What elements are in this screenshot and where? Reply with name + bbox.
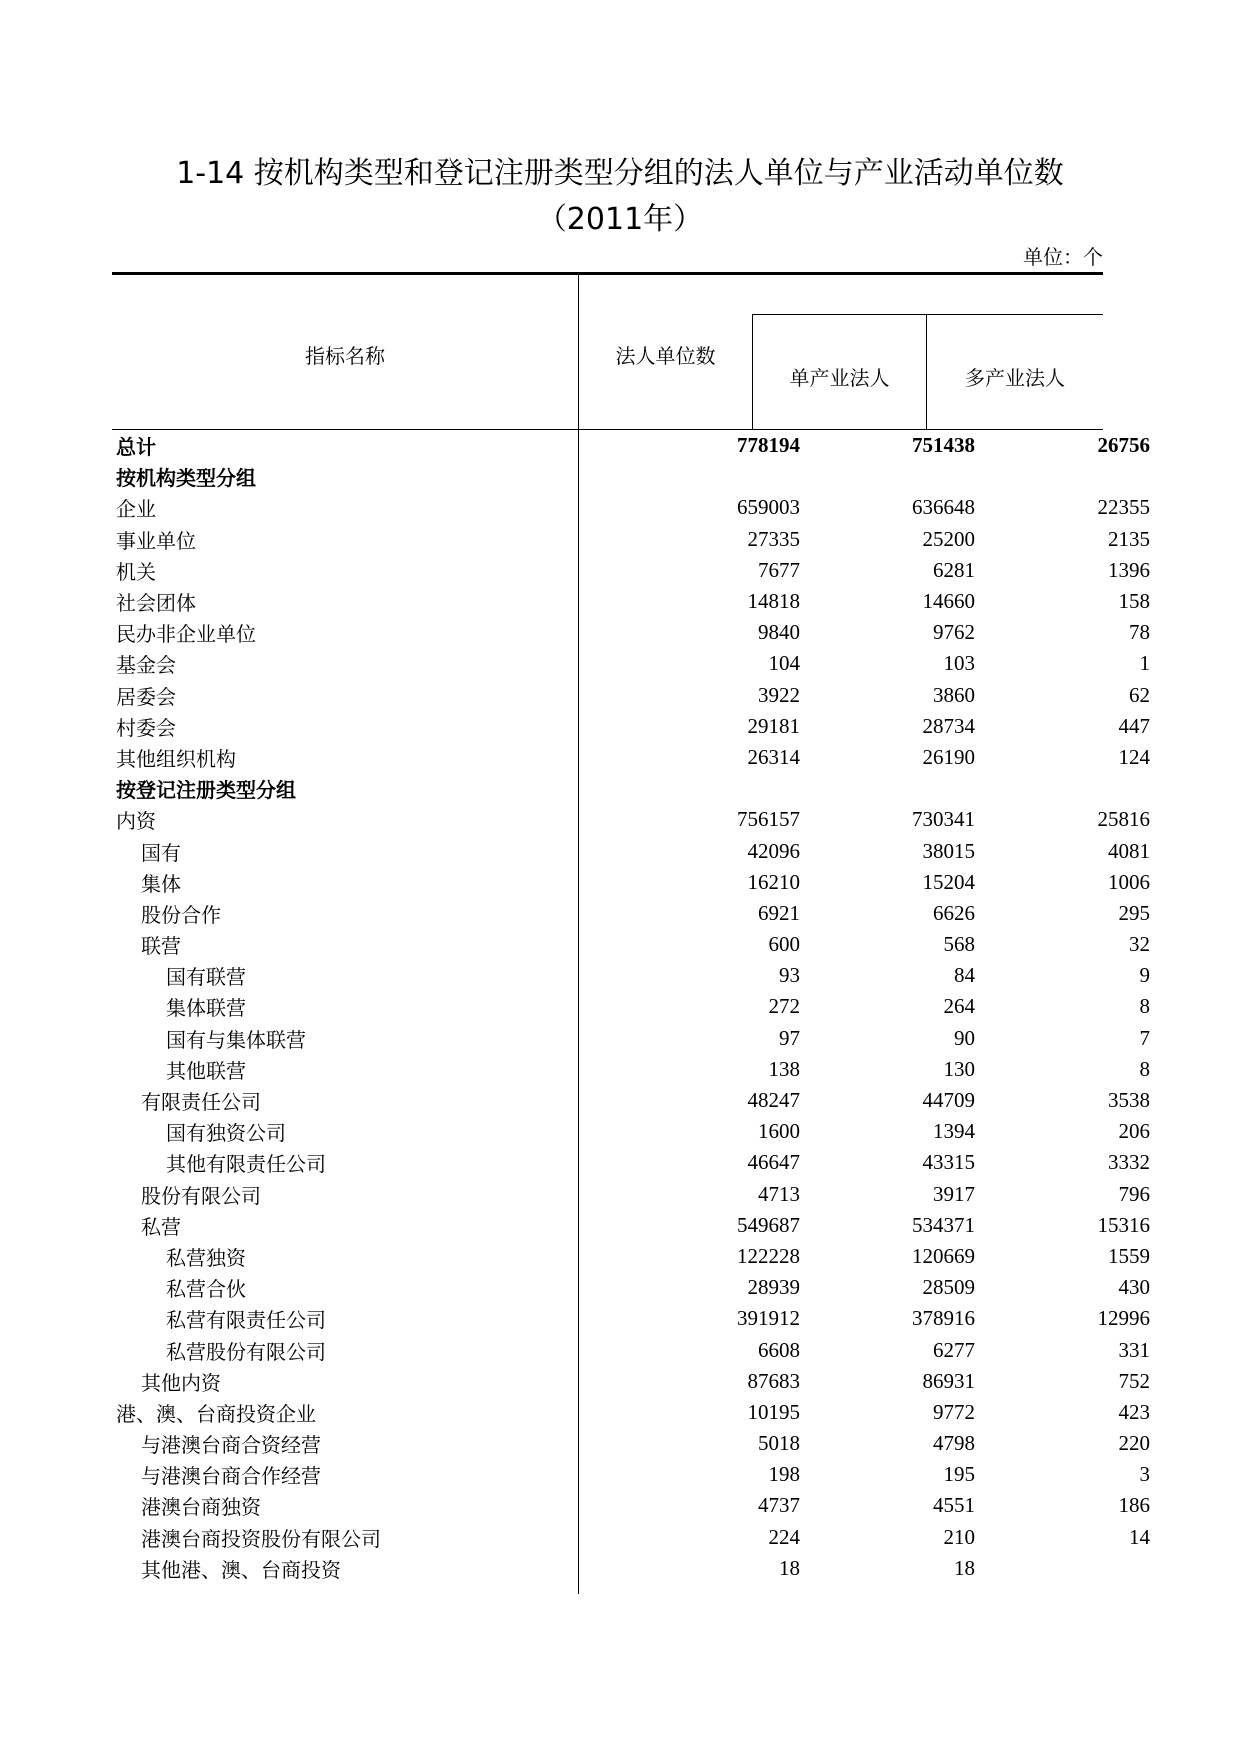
- row-name-cell: 私营: [141, 1214, 181, 1239]
- multi-industry-cell: 62: [1129, 682, 1150, 707]
- legal-units-cell: 46647: [747, 1150, 800, 1175]
- table-row: [112, 524, 1154, 555]
- table-row: [112, 1334, 1154, 1365]
- single-industry-cell: 28509: [922, 1275, 975, 1300]
- header-multi-industry: 多产业法人: [965, 366, 1065, 390]
- single-industry-cell: [804, 461, 979, 492]
- single-industry-cell: 751438: [912, 433, 975, 458]
- multi-industry-cell: 26756: [1097, 433, 1150, 458]
- header-legal-units: 法人单位数: [615, 344, 716, 368]
- table-row: [112, 742, 1154, 773]
- legal-units-cell: 224: [768, 1524, 800, 1549]
- legal-units-cell: 3922: [758, 682, 800, 707]
- row-name-cell: 内资: [116, 809, 156, 834]
- table-row: [112, 492, 1154, 523]
- legal-units-cell: 42096: [747, 838, 800, 863]
- table-row: [112, 461, 1154, 492]
- table-row: [112, 1023, 1154, 1054]
- table-row: [112, 960, 1154, 991]
- table-row: [112, 711, 1154, 742]
- legal-units-cell: [632, 461, 804, 492]
- legal-units-cell: 756157: [737, 807, 800, 832]
- single-industry-cell: 3860: [933, 682, 975, 707]
- multi-industry-cell: 32: [1129, 932, 1150, 957]
- row-name-cell: 国有: [141, 840, 181, 865]
- single-industry-cell: 4798: [933, 1431, 975, 1456]
- table-row: [112, 1366, 1154, 1397]
- row-name-cell: 企业: [116, 497, 156, 522]
- multi-industry-cell: 158: [1118, 589, 1150, 614]
- single-industry-cell: 84: [954, 963, 975, 988]
- legal-units-cell: 122228: [737, 1243, 800, 1268]
- multi-industry-cell: 25816: [1097, 807, 1150, 832]
- multi-industry-cell: 3332: [1108, 1150, 1150, 1175]
- table-row: [112, 555, 1154, 586]
- multi-industry-cell: 430: [1118, 1275, 1150, 1300]
- table-row: [112, 1054, 1154, 1085]
- single-industry-cell: 195: [943, 1462, 975, 1487]
- table-row: [112, 1241, 1154, 1272]
- data-table: [112, 430, 1154, 1584]
- subheader-rule: [752, 314, 1103, 315]
- single-industry-cell: 25200: [922, 526, 975, 551]
- row-name-cell: 有限责任公司: [141, 1090, 261, 1115]
- table-top-rule: [112, 272, 1103, 275]
- legal-units-cell: 138: [768, 1056, 800, 1081]
- single-industry-cell: 378916: [912, 1306, 975, 1331]
- multi-industry-cell: 1559: [1108, 1243, 1150, 1268]
- row-name-cell: 社会团体: [116, 591, 196, 616]
- row-name-cell: 总计: [116, 435, 156, 460]
- row-name-cell: 集体: [141, 871, 181, 896]
- single-industry-cell: 103: [943, 651, 975, 676]
- table-row: [112, 1428, 1154, 1459]
- multi-industry-cell: 78: [1129, 620, 1150, 645]
- table-row: [112, 804, 1154, 835]
- legal-units-cell: 272: [768, 994, 800, 1019]
- multi-industry-cell: [979, 461, 1154, 492]
- multi-industry-cell: 447: [1118, 713, 1150, 738]
- row-name-cell: 居委会: [116, 684, 176, 709]
- multi-industry-cell: 220: [1118, 1431, 1150, 1456]
- single-industry-cell: 636648: [912, 495, 975, 520]
- legal-units-cell: 48247: [747, 1088, 800, 1113]
- legal-units-cell: 391912: [737, 1306, 800, 1331]
- multi-industry-cell: 12996: [1097, 1306, 1150, 1331]
- row-name-cell: 私营有限责任公司: [166, 1308, 326, 1333]
- row-name-cell: 港澳台商独资: [141, 1495, 261, 1520]
- legal-units-cell: 14818: [747, 589, 800, 614]
- row-name-cell: 私营独资: [166, 1245, 246, 1270]
- table-row: [112, 617, 1154, 648]
- row-name-cell: 私营合伙: [166, 1277, 246, 1302]
- row-name-cell: 国有联营: [166, 965, 246, 990]
- single-industry-cell: 534371: [912, 1212, 975, 1237]
- row-name-cell: 按机构类型分组: [116, 466, 256, 491]
- legal-units-cell: 659003: [737, 495, 800, 520]
- table-row: [112, 430, 1154, 461]
- row-name-cell: 按登记注册类型分组: [116, 778, 296, 803]
- legal-units-cell: 4737: [758, 1493, 800, 1518]
- multi-industry-cell: 14: [1129, 1524, 1150, 1549]
- legal-units-cell: 18: [779, 1555, 800, 1580]
- single-industry-cell: 568: [943, 932, 975, 957]
- legal-units-cell: 29181: [747, 713, 800, 738]
- row-name-cell: 集体联营: [166, 996, 246, 1021]
- row-name-cell: 与港澳台商合作经营: [141, 1464, 321, 1489]
- table-row: [112, 1147, 1154, 1178]
- legal-units-cell: 104: [768, 651, 800, 676]
- single-industry-cell: 210: [943, 1524, 975, 1549]
- table-row: [112, 929, 1154, 960]
- row-name-cell: 国有与集体联营: [166, 1027, 306, 1052]
- row-name-cell: 其他港、澳、台商投资: [141, 1557, 341, 1582]
- legal-units-cell: 28939: [747, 1275, 800, 1300]
- header-single-industry: 单产业法人: [789, 366, 890, 390]
- multi-industry-cell: 2135: [1108, 526, 1150, 551]
- table-row: [112, 1210, 1154, 1241]
- single-industry-cell: 6277: [933, 1337, 975, 1362]
- row-name-cell: 其他内资: [141, 1370, 221, 1395]
- multi-industry-cell: 3538: [1108, 1088, 1150, 1113]
- legal-units-cell: 27335: [747, 526, 800, 551]
- single-industry-cell: 44709: [922, 1088, 975, 1113]
- table-row: [112, 1459, 1154, 1490]
- legal-units-cell: 1600: [758, 1119, 800, 1144]
- legal-units-cell: 7677: [758, 557, 800, 582]
- row-name-cell: 村委会: [116, 715, 176, 740]
- row-name-cell: 国有独资公司: [166, 1121, 286, 1146]
- row-name-cell: 私营股份有限公司: [166, 1339, 326, 1364]
- table-row: [112, 1522, 1154, 1553]
- single-industry-cell: 9772: [933, 1399, 975, 1424]
- single-industry-cell: 6281: [933, 557, 975, 582]
- multi-industry-cell: 423: [1118, 1399, 1150, 1424]
- single-industry-cell: 9762: [933, 620, 975, 645]
- row-name-cell: 港澳台商投资股份有限公司: [141, 1526, 381, 1551]
- table-row: [112, 1272, 1154, 1303]
- multi-industry-cell: 1396: [1108, 557, 1150, 582]
- multi-industry-cell: [979, 773, 1154, 804]
- row-name-cell: 股份有限公司: [141, 1183, 261, 1208]
- table-row: [112, 1085, 1154, 1116]
- header-indicator-name: 指标名称: [305, 344, 385, 368]
- row-name-cell: 其他联营: [166, 1058, 246, 1083]
- legal-units-cell: 87683: [747, 1368, 800, 1393]
- row-name-cell: 机关: [116, 559, 156, 584]
- legal-units-cell: 549687: [737, 1212, 800, 1237]
- table-row: [112, 991, 1154, 1022]
- legal-units-cell: 4713: [758, 1181, 800, 1206]
- table-row: [112, 586, 1154, 617]
- multi-industry-cell: 8: [1139, 1056, 1150, 1081]
- multi-industry-cell: 1: [1139, 651, 1150, 676]
- multi-industry-cell: 4081: [1108, 838, 1150, 863]
- legal-units-cell: 778194: [737, 433, 800, 458]
- multi-industry-cell: 22355: [1097, 495, 1150, 520]
- single-industry-cell: 18: [954, 1555, 975, 1580]
- multi-industry-cell: 15316: [1097, 1212, 1150, 1237]
- legal-units-cell: 5018: [758, 1431, 800, 1456]
- row-name-cell: 联营: [141, 934, 181, 959]
- multi-industry-cell: 186: [1118, 1493, 1150, 1518]
- row-name-cell: 事业单位: [116, 528, 196, 553]
- legal-units-cell: 600: [768, 932, 800, 957]
- table-row: [112, 648, 1154, 679]
- multi-industry-cell: 124: [1118, 744, 1150, 769]
- row-name-cell: 港、澳、台商投资企业: [116, 1401, 316, 1426]
- page-title: 1-14 按机构类型和登记注册类型分组的法人单位与产业活动单位数: [176, 156, 1064, 191]
- single-industry-cell: 15204: [922, 869, 975, 894]
- legal-units-cell: 198: [768, 1462, 800, 1487]
- multi-industry-cell: [979, 1553, 1154, 1584]
- single-industry-cell: 86931: [922, 1368, 975, 1393]
- unit-label: 单位：个: [1023, 245, 1103, 269]
- table-row: [112, 835, 1154, 866]
- multi-industry-cell: 8: [1139, 994, 1150, 1019]
- single-industry-cell: 264: [943, 994, 975, 1019]
- single-industry-cell: 26190: [922, 744, 975, 769]
- legal-units-cell: 16210: [747, 869, 800, 894]
- multi-industry-cell: 796: [1118, 1181, 1150, 1206]
- table-row: [112, 1179, 1154, 1210]
- multi-industry-cell: 9: [1139, 963, 1150, 988]
- table-row: [112, 1553, 1154, 1584]
- table-row: [112, 1397, 1154, 1428]
- multi-industry-cell: 331: [1118, 1337, 1150, 1362]
- legal-units-cell: 97: [779, 1025, 800, 1050]
- row-name-cell: 股份合作: [141, 902, 221, 927]
- single-industry-cell: 130: [943, 1056, 975, 1081]
- row-name-cell: 其他有限责任公司: [166, 1152, 326, 1177]
- single-industry-cell: 6626: [933, 900, 975, 925]
- table-row: [112, 1490, 1154, 1521]
- single-industry-cell: [804, 773, 979, 804]
- row-name-cell: 民办非企业单位: [116, 622, 256, 647]
- multi-industry-cell: 1006: [1108, 869, 1150, 894]
- legal-units-cell: 6921: [758, 900, 800, 925]
- table-row: [112, 867, 1154, 898]
- single-industry-cell: 38015: [922, 838, 975, 863]
- multi-industry-cell: 206: [1118, 1119, 1150, 1144]
- table-row: [112, 773, 1154, 804]
- table-row: [112, 898, 1154, 929]
- single-industry-cell: 730341: [912, 807, 975, 832]
- single-industry-cell: 28734: [922, 713, 975, 738]
- legal-units-cell: 6608: [758, 1337, 800, 1362]
- legal-units-cell: 9840: [758, 620, 800, 645]
- single-industry-cell: 120669: [912, 1243, 975, 1268]
- legal-units-cell: 26314: [747, 744, 800, 769]
- row-name-cell: 与港澳台商合资经营: [141, 1433, 321, 1458]
- table-row: [112, 680, 1154, 711]
- multi-industry-cell: 3: [1139, 1462, 1150, 1487]
- multi-industry-cell: 295: [1118, 900, 1150, 925]
- single-industry-cell: 4551: [933, 1493, 975, 1518]
- row-name-cell: 其他组织机构: [116, 746, 236, 771]
- multi-industry-cell: 752: [1118, 1368, 1150, 1393]
- legal-units-cell: 93: [779, 963, 800, 988]
- table-row: [112, 1116, 1154, 1147]
- single-industry-cell: 3917: [933, 1181, 975, 1206]
- single-industry-cell: 14660: [922, 589, 975, 614]
- single-industry-cell: 90: [954, 1025, 975, 1050]
- page-subtitle-year: （2011年）: [536, 202, 704, 237]
- multi-industry-cell: 7: [1139, 1025, 1150, 1050]
- row-name-cell: 基金会: [116, 653, 176, 678]
- single-industry-cell: 1394: [933, 1119, 975, 1144]
- table-row: [112, 1303, 1154, 1334]
- legal-units-cell: 10195: [747, 1399, 800, 1424]
- legal-units-cell: [632, 773, 804, 804]
- single-industry-cell: 43315: [922, 1150, 975, 1175]
